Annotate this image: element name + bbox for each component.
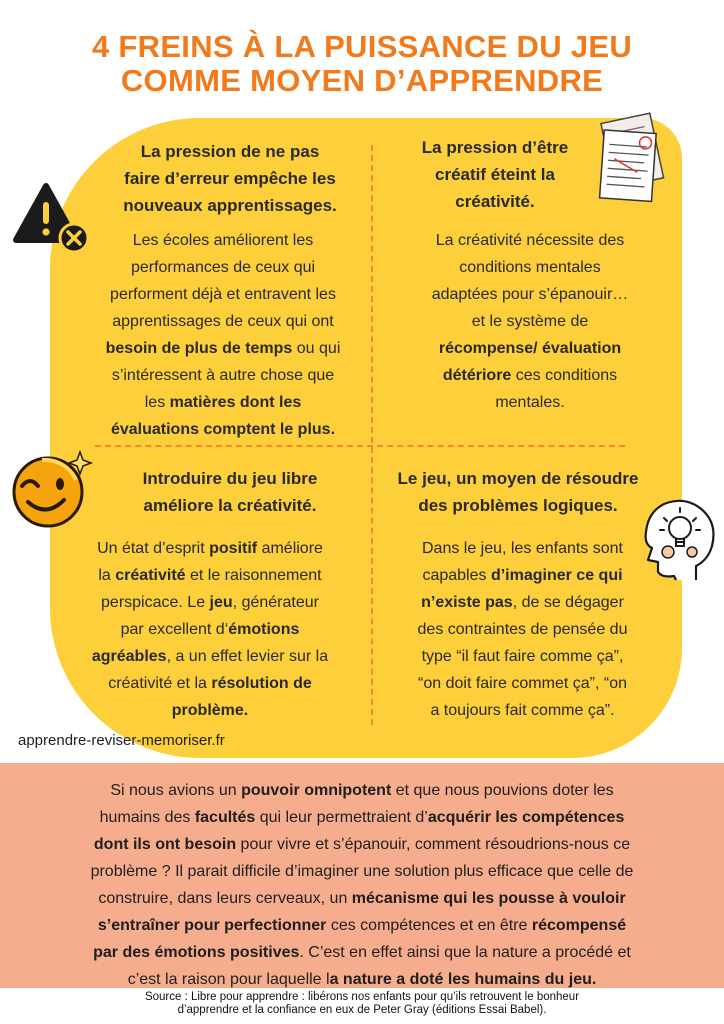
- bold-text: par des émotions positives: [93, 944, 300, 961]
- bold-text: dont ils ont besoin: [93, 836, 237, 853]
- warning-icon: [12, 182, 94, 258]
- text-line: [385, 281, 675, 308]
- text-run: apprentissages de ceux qui ont: [112, 313, 334, 330]
- text-line: [78, 227, 368, 254]
- q3-heading: [95, 465, 365, 519]
- text-run: capables: [422, 567, 491, 584]
- winking-face-icon: [6, 446, 98, 532]
- q1-body: [78, 227, 368, 443]
- q2-heading-line: La pression d’être: [421, 138, 569, 157]
- text-run: ces compétences et en être: [326, 917, 532, 934]
- text-run: . C’est en effet ainsi que la nature a procédé et: [299, 944, 631, 961]
- text-line: [385, 227, 675, 254]
- text-run: , générateur: [232, 594, 319, 611]
- text-line: [385, 308, 675, 335]
- q3-heading-line: améliore la créativité.: [143, 496, 317, 515]
- text-run: mentales.: [495, 394, 565, 411]
- bold-text: récompensé: [531, 917, 627, 934]
- bold-text: matières dont les: [169, 394, 302, 411]
- text-line: [380, 562, 665, 589]
- title-line-1: 4 FREINS À LA PUISSANCE DU JEU: [91, 29, 633, 64]
- bold-text: détériore: [442, 367, 512, 384]
- q1-heading-line: faire d’erreur empêche les: [124, 169, 336, 188]
- q3-heading-line: Introduire du jeu libre: [142, 469, 318, 488]
- text-line: [385, 362, 675, 389]
- text-line: [380, 535, 665, 562]
- text-line: [55, 670, 365, 697]
- bold-text: récompense/ évaluation: [438, 340, 622, 357]
- bold-text: mécanisme qui les pousse à vouloir: [351, 890, 626, 907]
- text-line: [380, 643, 665, 670]
- text-run: “on doit faire commet ça”, “on: [418, 675, 627, 692]
- text-run: Les écoles améliorent les: [132, 232, 314, 249]
- text-line: [380, 589, 665, 616]
- text-run: humains des: [99, 809, 195, 826]
- q4-body: [380, 535, 665, 724]
- q1-heading: [95, 138, 365, 219]
- text-line: [55, 697, 365, 724]
- text-run: Un état d’esprit: [97, 540, 210, 557]
- bold-text: s’entraîner pour perfectionner: [97, 917, 327, 934]
- title-line-2: COMME MOYEN D’APPRENDRE: [120, 63, 604, 98]
- bold-text: créativité: [115, 567, 186, 584]
- text-run: la: [98, 567, 116, 584]
- text-run: qui leur permettraient d’: [255, 809, 428, 826]
- text-run: performances de ceux qui: [130, 259, 316, 276]
- text-line: [40, 939, 684, 966]
- source-line: Source : Libre pour apprendre : libérons nos enfants pour qu’ils retrouvent le bonheur: [144, 991, 580, 1003]
- text-line: [78, 362, 368, 389]
- bold-text: résolution de: [211, 675, 312, 692]
- text-line: [40, 777, 684, 804]
- text-line: [78, 416, 368, 443]
- bold-text: agréables: [91, 648, 167, 665]
- q1-heading-line: nouveaux apprentissages.: [123, 196, 337, 215]
- source-citation: [30, 991, 694, 1017]
- text-line: [385, 389, 675, 416]
- q2-heading: [382, 134, 608, 215]
- text-run: améliore: [257, 540, 323, 557]
- bold-text: émotions: [228, 621, 300, 638]
- bold-text: facultés: [194, 809, 256, 826]
- text-run: conditions mentales: [459, 259, 601, 276]
- text-run: problème ? Il parait difficile d’imaginer une solution plus efficace que celle de: [90, 863, 634, 880]
- text-line: [40, 966, 684, 993]
- q2-heading-line: créatif éteint la: [435, 165, 555, 184]
- text-line: [78, 281, 368, 308]
- text-run: construire, dans leurs cerveaux, un: [98, 890, 352, 907]
- text-line: [78, 335, 368, 362]
- horizontal-divider: [95, 445, 625, 447]
- q2-body: [385, 227, 675, 416]
- q1-heading-line: La pression de ne pas: [140, 142, 320, 161]
- text-run: des contraintes de pensée du: [417, 621, 628, 638]
- q2-heading-line: créativité.: [455, 192, 535, 211]
- text-line: [40, 885, 684, 912]
- text-run: et le raisonnement: [185, 567, 322, 584]
- text-line: [385, 335, 675, 362]
- text-line: [385, 254, 675, 281]
- text-line: [380, 697, 665, 724]
- head-lightbulb-icon: [638, 488, 722, 586]
- bold-text: d’imaginer ce qui: [490, 567, 623, 584]
- text-run: Dans le jeu, les enfants sont: [421, 540, 623, 557]
- text-line: [55, 643, 365, 670]
- text-run: et le système de: [471, 313, 589, 330]
- source-line: d’apprendre et la confiance en eux de Peter Gray (éditions Essai Babel).: [177, 1004, 547, 1016]
- text-run: par excellent d‘: [120, 621, 229, 638]
- text-line: [40, 858, 684, 885]
- vertical-divider: [371, 145, 373, 725]
- text-line: [55, 535, 365, 562]
- q4-heading-line: des problèmes logiques.: [418, 496, 618, 515]
- text-line: [40, 831, 684, 858]
- quote-box: [0, 763, 724, 988]
- text-run: adaptées pour s’épanouir…: [431, 286, 629, 303]
- text-run: s’intéressent à autre chose que: [111, 367, 335, 384]
- text-run: et que nous pouvions doter les: [391, 782, 614, 799]
- text-run: , de se dégager: [512, 594, 624, 611]
- text-run: les: [144, 394, 170, 411]
- text-line: [55, 589, 365, 616]
- text-run: Si nous avions un: [110, 782, 242, 799]
- q4-heading: [376, 465, 660, 519]
- text-run: pour vivre et s’épanouir, comment résoudrions-nous ce: [236, 836, 631, 853]
- text-run: ou qui: [292, 340, 341, 357]
- bold-text: jeu: [209, 594, 233, 611]
- website-url: apprendre-reviser-memoriser.fr: [18, 732, 225, 749]
- bold-text: pouvoir omnipotent: [241, 782, 392, 799]
- q3-body: [55, 535, 365, 724]
- bold-text: positif: [209, 540, 258, 557]
- text-run: La créativité nécessite des: [435, 232, 625, 249]
- text-run: a toujours fait comme ça”.: [430, 702, 615, 719]
- text-line: [55, 562, 365, 589]
- quote-text: [40, 777, 684, 993]
- text-line: [380, 616, 665, 643]
- text-run: créativité et la: [108, 675, 212, 692]
- text-line: [78, 254, 368, 281]
- text-line: [40, 804, 684, 831]
- text-line: [380, 670, 665, 697]
- bold-text: a nature a doté les humains du jeu.: [329, 971, 597, 988]
- text-run: perspicace. Le: [101, 594, 210, 611]
- text-line: [40, 912, 684, 939]
- bold-text: besoin de plus de temps: [105, 340, 293, 357]
- text-run: , a un effet levier sur la: [166, 648, 329, 665]
- bold-text: évaluations comptent le plus.: [110, 421, 336, 438]
- bold-text: n’existe pas: [421, 594, 513, 611]
- text-run: c’est la raison pour laquelle l: [127, 971, 330, 988]
- text-line: [78, 389, 368, 416]
- text-run: ces conditions: [511, 367, 618, 384]
- q4-heading-line: Le jeu, un moyen de résoudre: [397, 469, 639, 488]
- papers-icon: [586, 110, 678, 218]
- text-line: [78, 308, 368, 335]
- text-run: performent déjà et entravent les: [110, 286, 336, 303]
- bold-text: problème.: [171, 702, 249, 719]
- bold-text: acquérir les compétences: [427, 809, 625, 826]
- text-line: [55, 616, 365, 643]
- text-run: type “il faut faire comme ça”,: [421, 648, 624, 665]
